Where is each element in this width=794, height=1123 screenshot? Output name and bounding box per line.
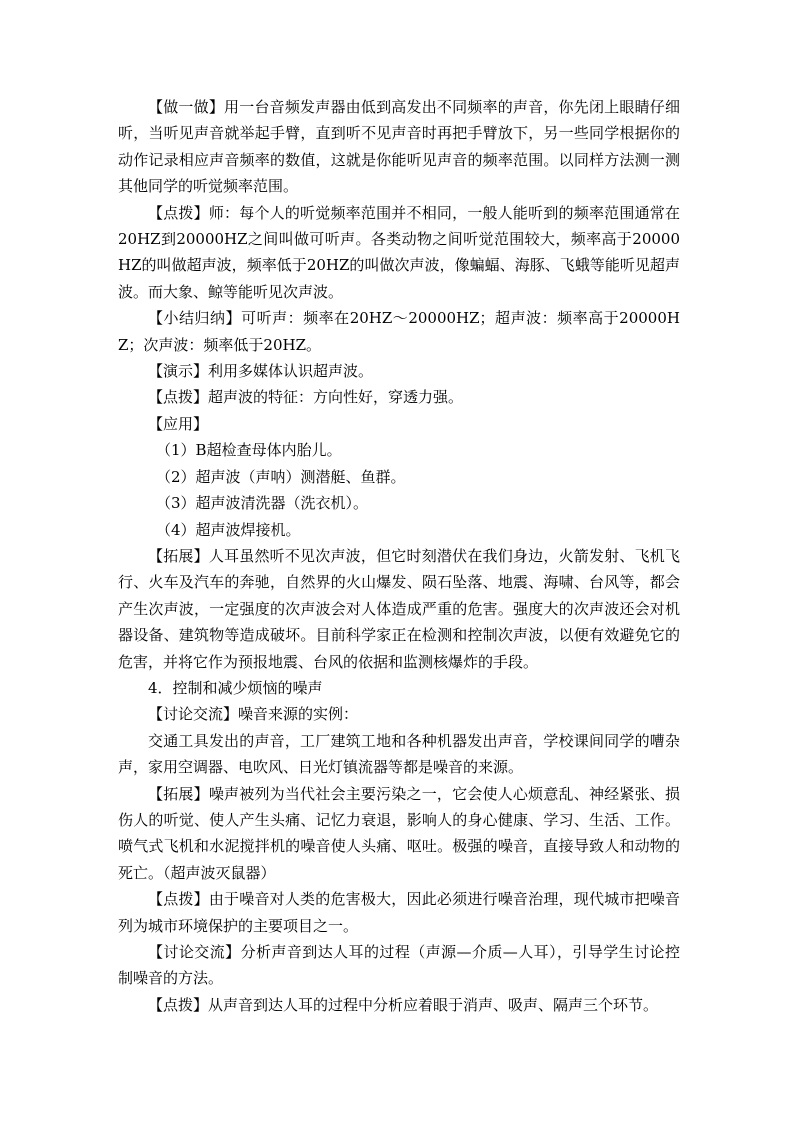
- section-heading-noise-control: [118, 675, 680, 701]
- section-tag: 【讨论交流】: [148, 705, 239, 724]
- section-tag: 【点拨】: [148, 388, 209, 407]
- paragraph-discussion-noise-sources: [118, 701, 680, 727]
- paragraph-text: 噪音来源的实例：: [238, 705, 359, 724]
- section-tag: 【点拨】: [148, 203, 209, 222]
- paragraph-extension-noise: [118, 781, 680, 887]
- section-tag: 【做一做】: [148, 98, 225, 116]
- section-tag: 【点拨】: [148, 890, 209, 909]
- section-tag: 【点拨】: [148, 995, 209, 1014]
- list-item: [118, 464, 680, 490]
- paragraph-text: 从声音到达人耳的过程中分析应着眼于消声、吸声、隔声三个环节。: [208, 995, 659, 1014]
- paragraph-text: 师：每个人的听觉频率范围并不相同，一般人能听到的频率范围通常在20HZ到20000HZ之间叫做可听声。各类动物之间听觉范围较大，频率高于20000HZ的叫做超声波，频率低于20HZ的叫做次声波，像蝙蝠、海豚、飞蛾等能听见超声波。而大象、鲸等能听见次声波。: [118, 203, 680, 301]
- section-tag: 【小结归纳】: [148, 309, 242, 328]
- paragraph-dianbo-three-links: [118, 992, 680, 1018]
- paragraph-text: 利用多媒体认识超声波。: [208, 362, 374, 381]
- document-body: [118, 94, 680, 1018]
- list-item-text: （2）超声波（声呐）测潜艇、鱼群。: [156, 467, 406, 486]
- section-tag: 【演示】: [148, 362, 209, 381]
- paragraph-dianbo-noise-control: [118, 886, 680, 939]
- paragraph-summary: [118, 305, 680, 358]
- section-tag: 【拓展】: [148, 546, 209, 565]
- paragraph-zuoyizuo: [118, 94, 680, 200]
- paragraph-dianbo-hearing-range: [118, 200, 680, 306]
- paragraph-text: 由于噪音对人类的危害极大，因此必须进行噪音治理，现代城市把噪音列为城市环境保护的主要项目之一。: [118, 890, 680, 935]
- list-item-text: （1）B超检查母体内胎儿。: [156, 441, 342, 460]
- paragraph-text: 可听声：频率在20HZ～20000HZ；超声波：频率高于20000HZ；次声波：频率低于20HZ。: [118, 309, 680, 354]
- paragraph-dianbo-ultrasound: [118, 384, 680, 410]
- paragraph-text: 分析声音到达人耳的过程（声源—介质—人耳），引导学生讨论控制噪音的方法。: [118, 943, 680, 988]
- heading-text: 4．控制和减少烦恼的噪声: [148, 678, 323, 697]
- paragraph-text: 噪声被列为当代社会主要污染之一，它会使人心烦意乱、神经紧张、损伤人的听觉、使人产生头痛、记忆力衰退，影响人的身心健康、学习、生活、工作。喷气式飞机和水泥搅拌机的噪音使人头痛、呕吐。极强的噪音，直接导致人和动物的死亡。（超声波灭鼠器）: [118, 784, 680, 882]
- list-item-text: （3）超声波清洗器（洗衣机）。: [156, 494, 369, 513]
- paragraph-demo: [118, 358, 680, 384]
- paragraph-text: 交通工具发出的声音，工厂建筑工地和各种机器发出声音，学校课间同学的嘈杂声，家用空调器、电吹风、日光灯镇流器等都是噪音的来源。: [118, 731, 680, 777]
- section-tag: 【拓展】: [148, 784, 209, 803]
- paragraph-text: 用一台音频发声器由低到高发出不同频率的声音，你先闭上眼睛仔细听，当听见声音就举起手臂，直到听不见声音时再把手臂放下，另一些同学根据你的动作记录相应声音频率的数值，这就是你能听见声音的频率范围。以同样方法测一测其他同学的听觉频率范围。: [118, 98, 680, 196]
- section-tag: 【讨论交流】: [148, 943, 241, 961]
- paragraph-text: 人耳虽然听不见次声波，但它时刻潜伏在我们身边，火箭发射、飞机飞行、火车及汽车的奔驰，自然界的火山爆发、陨石坠落、地震、海啸、台风等，都会产生次声波，一定强度的次声波会对人体造成严重的危害。强度大的次声波还会对机器设备、建筑物等造成破坏。目前科学家正在检测和控制次声波，以便有效避免它的危害，并将它作为预报地震、台风的依据和监测核爆炸的手段。: [118, 546, 680, 671]
- paragraph-application-heading: [118, 411, 680, 437]
- paragraph-extension-infrasound: [118, 543, 680, 675]
- list-item-text: （4）超声波焊接机。: [156, 520, 301, 539]
- list-item: [118, 517, 680, 543]
- paragraph-noise-examples: [118, 728, 680, 781]
- paragraph-text: 超声波的特征：方向性好，穿透力强。: [208, 388, 464, 407]
- list-item: [118, 437, 680, 463]
- paragraph-discussion-sound-path: [118, 939, 680, 992]
- section-tag: 【应用】: [148, 414, 209, 433]
- list-item: [118, 490, 680, 516]
